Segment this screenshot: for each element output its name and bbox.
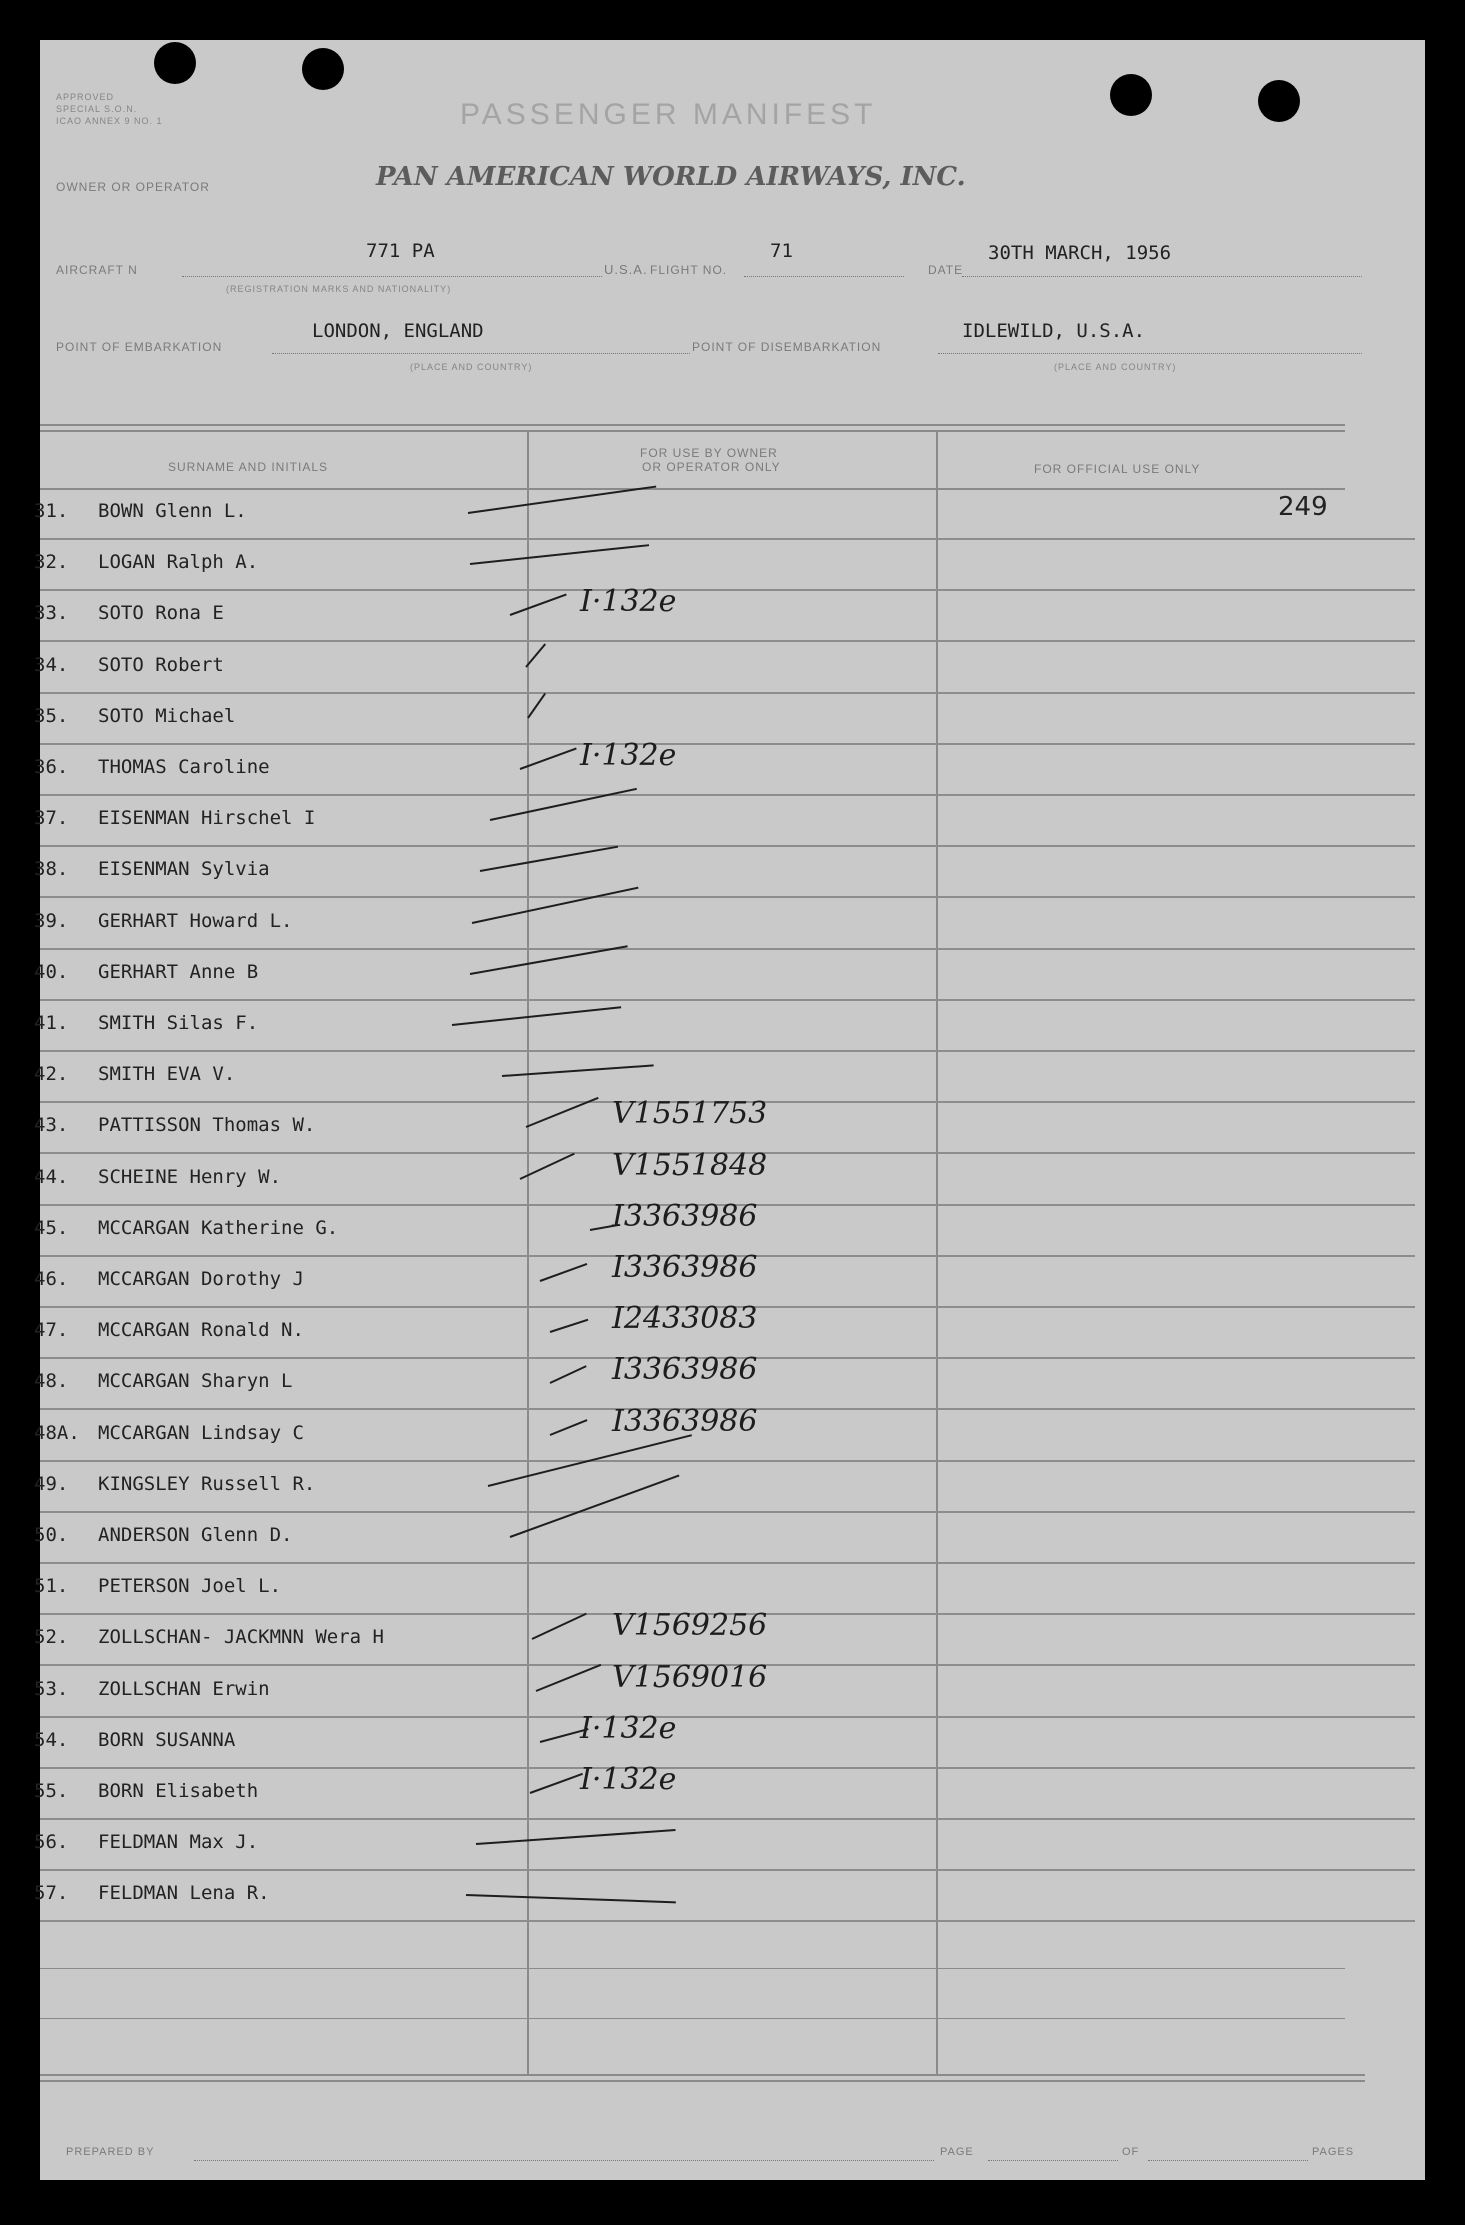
passenger-row [34,1710,1425,1769]
passenger-row [34,900,1425,950]
page-label: PAGE [940,2146,974,2158]
usa-label: U.S.A. [604,262,648,277]
passenger-row [34,1463,1425,1513]
registration-caption: (REGISTRATION MARKS AND NATIONALITY) [226,284,452,294]
embark-label: POINT OF EMBARKATION [56,340,223,354]
passport-note: I·132e [580,1710,677,1746]
embark-line [272,353,690,354]
punch-hole [1258,80,1300,122]
row-rule [40,1511,1415,1513]
date-line [962,276,1362,277]
table-top-rule [40,424,1345,426]
row-rule [40,999,1415,1001]
passenger-number: 32. [34,551,69,574]
passenger-name: MCCARGAN Dorothy J [98,1268,304,1290]
passenger-row [34,1403,1425,1462]
passenger-row [34,695,1425,745]
passenger-name: GERHART Anne B [98,960,259,983]
column-header-official-use: FOR OFFICIAL USE ONLY [1034,462,1201,476]
place-caption-2: (PLACE AND COUNTRY) [1054,362,1177,372]
column-header-owner-use-2: OR OPERATOR ONLY [642,460,781,474]
row-rule [40,1562,1415,1564]
check-mark [520,1152,575,1179]
table-bottom-rule [40,2074,1365,2076]
date-label: DATE [928,263,964,277]
check-mark [476,1829,676,1845]
passenger-number: 48. [34,1370,69,1393]
passenger-name: EISENMAN Sylvia [98,858,270,881]
passenger-name: SMITH Silas F. [98,1012,259,1034]
passport-note: V1569016 [612,1659,768,1695]
passenger-number: 52. [34,1626,69,1649]
passenger-number: 36. [34,756,69,778]
check-mark [480,846,618,872]
passport-note: I·132e [580,1762,677,1797]
check-mark [502,1065,654,1078]
punch-hole [154,42,196,84]
blank-row-line [40,1968,1345,1969]
passenger-number: 49. [34,1472,69,1495]
passenger-name: SOTO Michael [98,704,236,727]
prepared-line [194,2160,934,2161]
passenger-number: 57. [34,1882,69,1905]
manifest-sheet [34,40,1425,2180]
of-line [1148,2160,1308,2161]
passenger-number: 44. [34,1165,69,1188]
passenger-name: BOWN Glenn L. [98,500,247,522]
passenger-number: 56. [34,1831,69,1854]
punch-hole [302,48,344,90]
flight-line [744,276,904,277]
passenger-name: BORN Elisabeth [98,1780,259,1802]
aircraft-label: AIRCRAFT N [56,263,138,277]
official-page-number: 249 [1278,492,1328,522]
passenger-name: MCCARGAN Lindsay C [98,1421,304,1444]
passenger-row [34,1659,1425,1718]
approved-stamp-line3: ICAO ANNEX 9 NO. 1 [56,116,163,126]
passenger-number: 55. [34,1780,69,1802]
row-rule [40,896,1415,898]
passenger-number: 33. [34,602,69,625]
passenger-name: MCCARGAN Sharyn L [98,1370,293,1393]
prepared-label: PREPARED BY [66,2146,155,2158]
passenger-name: FELDMAN Lena R. [98,1882,270,1905]
passenger-name: SCHEINE Henry W. [98,1165,282,1188]
passport-note: I3363986 [612,1352,758,1388]
check-mark [550,1319,589,1333]
embark-value: LONDON, ENGLAND [312,320,484,342]
check-mark [468,486,656,514]
passenger-number: 47. [34,1319,69,1342]
page-line [988,2160,1118,2161]
passenger-row [34,797,1425,847]
column-header-surname: SURNAME AND INITIALS [168,460,329,474]
passenger-name: ZOLLSCHAN Erwin [98,1677,270,1700]
passenger-row [34,738,1425,796]
row-rule [40,1716,1415,1718]
passenger-number: 45. [34,1216,69,1239]
passenger-row [34,848,1425,898]
passenger-name: SOTO Rona E [98,602,224,625]
passport-note: I·132e [580,738,677,773]
passenger-number: 48A. [34,1421,80,1444]
passenger-name: KINGSLEY Russell R. [98,1472,316,1495]
passport-note: V1551753 [612,1096,768,1132]
passenger-name: EISENMAN Hirschel I [98,807,316,830]
passenger-name: ANDERSON Glenn D. [98,1524,293,1546]
row-rule [40,1869,1415,1871]
check-mark [550,1419,588,1436]
passenger-row [34,1872,1425,1922]
check-mark [536,1663,602,1691]
column-header-owner-use-1: FOR USE BY OWNER [640,446,778,460]
passenger-row [34,1514,1425,1564]
passenger-number: 51. [34,1575,69,1598]
passenger-name: ZOLLSCHAN- JACKMNN Wera H [98,1626,384,1649]
row-rule [40,589,1415,591]
passenger-name: LOGAN Ralph A. [98,551,259,574]
disembark-line [938,353,1362,354]
passenger-row [34,541,1425,591]
check-mark [510,594,567,616]
passport-note: I2433083 [612,1301,758,1337]
check-mark [525,643,546,667]
passenger-name: SMITH EVA V. [98,1063,236,1086]
check-mark [520,748,577,770]
row-rule [40,1818,1415,1820]
passport-note: I3363986 [612,1250,758,1285]
of-label: OF [1122,2146,1140,2158]
passport-note: I·132e [580,584,677,620]
check-mark [550,1366,587,1385]
passenger-number: 39. [34,909,69,932]
passenger-name: MCCARGAN Katherine G. [98,1216,339,1239]
passenger-number: 38. [34,858,69,881]
blank-row-line [40,2018,1345,2019]
passport-note: V1569256 [612,1608,768,1644]
row-rule [40,948,1415,950]
passenger-name: BORN SUSANNA [98,1728,236,1751]
passenger-name: SOTO Robert [98,653,224,676]
passenger-row [34,1762,1425,1820]
row-rule [40,794,1415,796]
passport-note: I3363986 [612,1403,758,1439]
passenger-number: 40. [34,960,69,983]
passenger-number: 54. [34,1728,69,1751]
passenger-number: 53. [34,1677,69,1700]
aircraft-line [182,276,602,277]
row-rule [40,692,1415,694]
disembark-value: IDLEWILD, U.S.A. [962,320,1146,342]
passenger-name: MCCARGAN Ronald N. [98,1319,304,1342]
check-mark [540,1263,588,1282]
check-mark [466,1894,676,1903]
page-title: PASSENGER MANIFEST [460,98,877,131]
row-rule [40,538,1415,540]
passenger-number: 41. [34,1012,69,1034]
passenger-name: PETERSON Joel L. [98,1575,282,1598]
owner-label: OWNER OR OPERATOR [56,180,210,194]
flight-value: 71 [770,240,793,262]
disembark-label: POINT OF DISEMBARKATION [692,340,882,354]
table-bottom-rule [40,2080,1365,2082]
passenger-row [34,490,1425,540]
passenger-number: 50. [34,1524,69,1546]
place-caption-1: (PLACE AND COUNTRY) [410,362,533,372]
passenger-name: GERHART Howard L. [98,909,293,932]
row-rule [40,1460,1415,1462]
punch-hole [1110,74,1152,116]
check-mark [527,693,546,719]
passenger-row [34,1002,1425,1052]
passenger-row [34,951,1425,1001]
passenger-name: FELDMAN Max J. [98,1831,259,1854]
row-rule [40,1767,1415,1769]
approved-stamp-line2: SPECIAL S.O.N. [56,104,138,114]
passenger-number: 34. [34,653,69,676]
passenger-number: 42. [34,1063,69,1086]
approved-stamp: APPROVED [56,92,115,102]
passenger-number: 37. [34,807,69,830]
passenger-number: 35. [34,704,69,727]
row-rule [40,743,1415,745]
row-rule [40,845,1415,847]
row-rule [40,640,1415,642]
passenger-row [34,644,1425,694]
table-top-rule [40,430,1345,432]
passenger-row [34,1821,1425,1871]
check-mark [452,1006,621,1026]
row-rule [40,1920,1415,1922]
aircraft-value: 771 PA [366,240,435,262]
passenger-row [34,584,1425,642]
passenger-number: 46. [34,1268,69,1290]
pages-label: PAGES [1312,2146,1355,2158]
passenger-name: THOMAS Caroline [98,756,270,778]
passenger-number: 43. [34,1114,69,1137]
owner-value: PAN AMERICAN WORLD AIRWAYS, INC. [376,162,966,192]
passenger-number: 31. [34,500,69,522]
passenger-name: PATTISSON Thomas W. [98,1114,316,1137]
flight-label: FLIGHT NO. [650,263,728,277]
check-mark [470,544,649,565]
check-mark [530,1773,583,1794]
passport-note: I3363986 [612,1198,758,1234]
date-value: 30TH MARCH, 1956 [988,242,1172,264]
check-mark [532,1613,587,1640]
row-rule [40,1050,1415,1052]
passport-note: V1551848 [612,1147,768,1183]
